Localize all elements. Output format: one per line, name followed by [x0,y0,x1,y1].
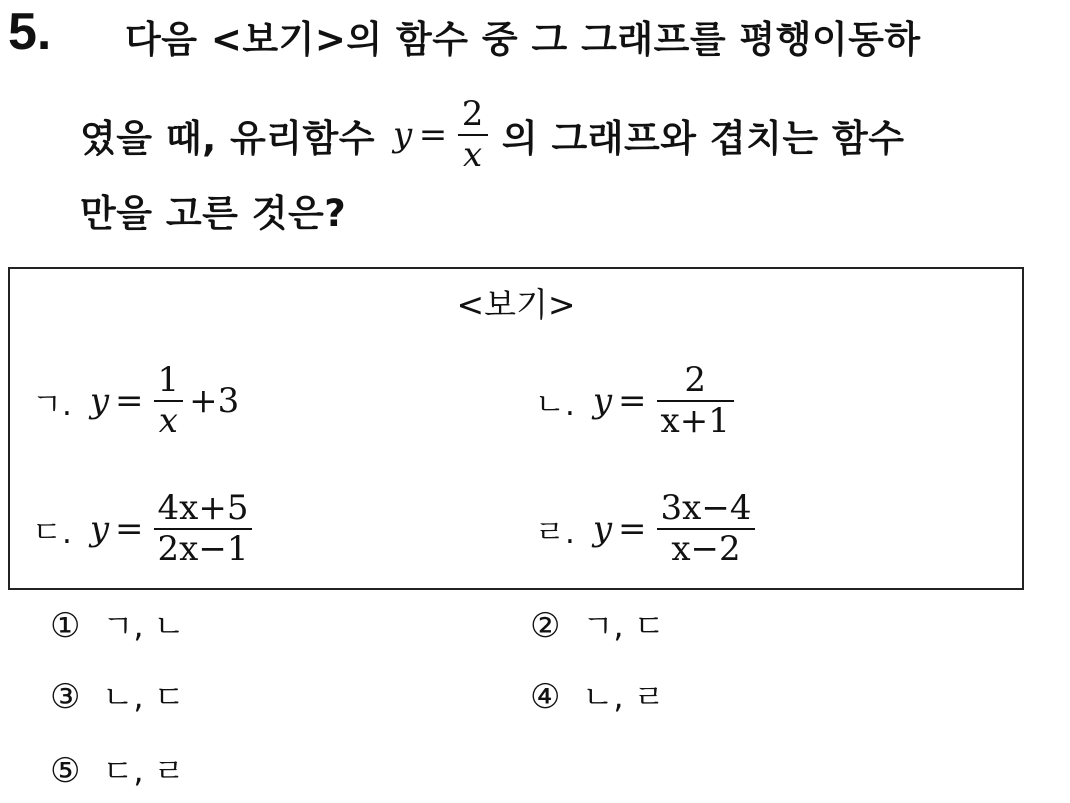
fraction [458,95,488,175]
choice-2[interactable] [530,606,665,646]
choice-1[interactable] [50,606,185,646]
math-lhs: y [393,115,413,155]
bogi-item-giyeok [32,361,239,441]
choice-4[interactable] [530,677,665,717]
fraction-numerator: 1 [157,359,180,400]
fraction-denominator: x+1 [660,401,730,441]
math-tail: +3 [189,381,240,421]
choice-3[interactable] [50,677,185,717]
item-expression [90,489,257,569]
item-expression [90,361,239,441]
choice-number: ① [50,606,81,646]
bogi-item-rieul [535,489,759,569]
choice-text: ㄱ, ㄴ [102,607,185,645]
fraction-denominator: x−2 [671,529,741,569]
question-line-3: 만을 고른 것은? [80,192,347,235]
fraction [154,489,253,569]
choice-text: ㄴ, ㄷ [102,678,185,716]
fraction-numerator: 2 [461,93,484,134]
item-mark: ㄱ. [32,386,72,423]
fraction [657,489,756,569]
bogi-box [8,267,1024,590]
math-lhs: y [89,381,110,421]
question-line-2-before: 였을 때, 유리함수 [80,117,376,160]
item-expression [593,361,738,441]
bogi-title: <보기> [456,285,576,324]
fraction-denominator: x [158,401,178,441]
fraction-numerator: 2 [684,359,706,400]
choice-5[interactable] [50,751,185,791]
question-number: 5. [8,3,52,61]
math-lhs: y [592,381,613,421]
item-mark: ㄷ. [32,514,72,551]
choice-number: ② [530,606,561,646]
choice-text: ㄴ, ㄹ [582,678,665,716]
fraction [657,361,734,441]
fraction-denominator: x [462,135,483,175]
bogi-item-digeut [32,489,256,569]
choice-text: ㄱ, ㄷ [582,607,665,645]
choice-number: ④ [530,677,561,717]
item-mark: ㄴ. [535,386,575,423]
math-lhs: y [89,509,110,549]
question-line-2-after: 의 그래프와 겹치는 함수 [501,117,905,160]
fraction-denominator: 2x−1 [157,529,249,569]
math-equals: = [618,509,647,549]
inline-rational-function [393,95,492,175]
bogi-item-nieun [535,361,738,441]
fraction-numerator: 3x−4 [660,487,752,528]
math-lhs: y [592,509,613,549]
fraction-numerator: 4x+5 [157,487,249,528]
question-line-2 [80,95,904,175]
item-mark: ㄹ. [535,514,575,551]
fraction [154,361,184,441]
math-equals: = [618,381,647,421]
math-equals: = [115,509,144,549]
choice-number: ③ [50,677,81,717]
choice-number: ⑤ [50,751,81,791]
math-equals: = [418,115,448,155]
item-expression [593,489,760,569]
question-line-1: 다음 <보기>의 함수 중 그 그래프를 평행이동하 [125,18,921,61]
choice-text: ㄷ, ㄹ [102,752,185,790]
math-equals: = [115,381,144,421]
